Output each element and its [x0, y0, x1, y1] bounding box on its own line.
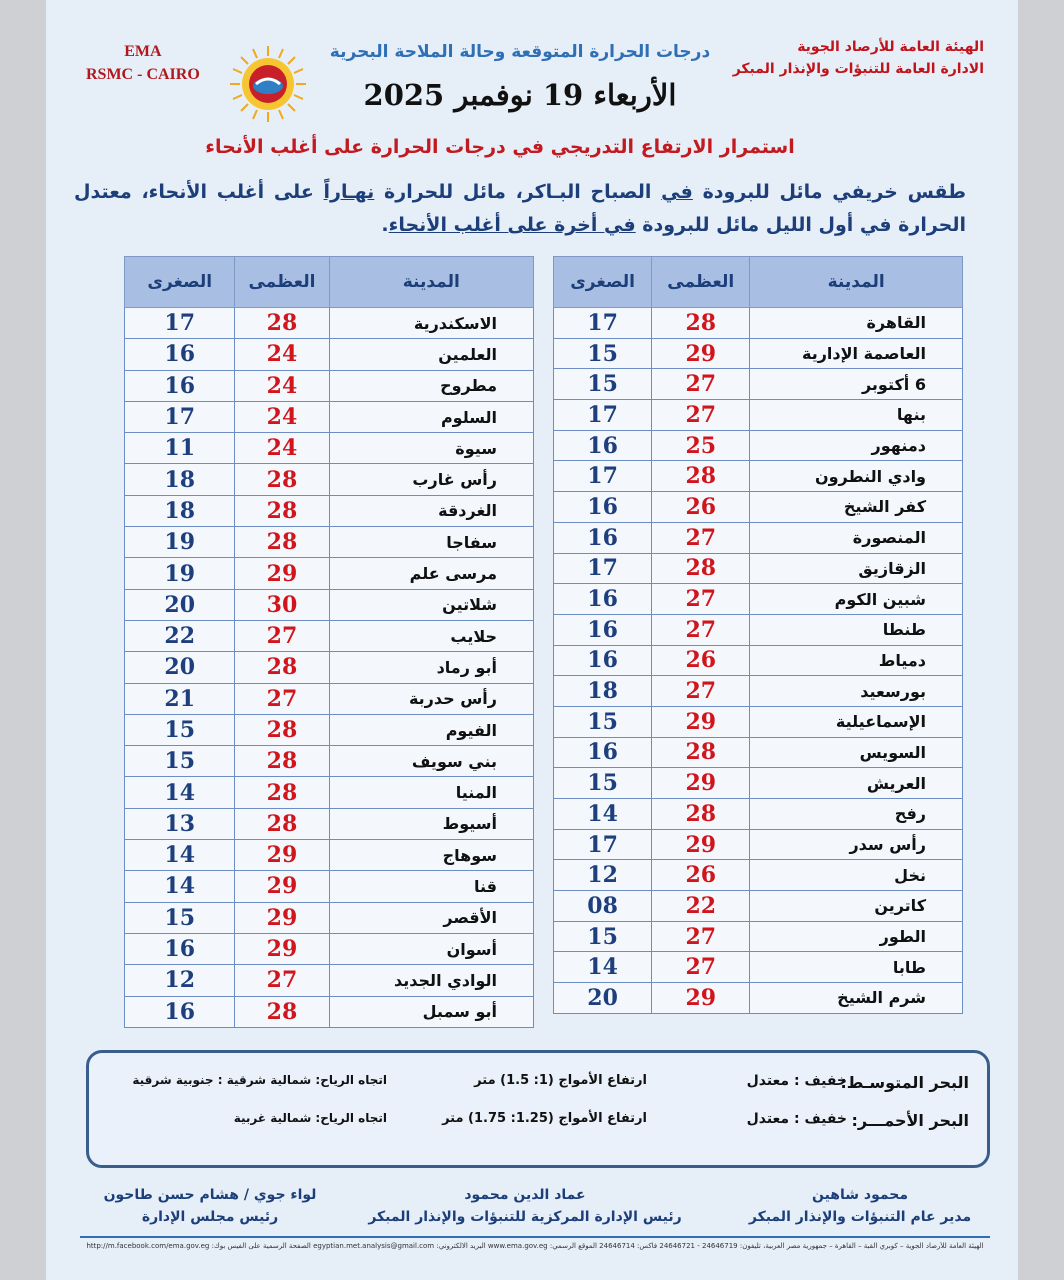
org-department: الادارة العامة للتنبؤات والإنذار المبكر — [732, 61, 984, 77]
max-temp: 27 — [652, 584, 750, 615]
max-temp: 28 — [652, 308, 750, 339]
ema-label: EMA — [124, 43, 162, 60]
city-name: طنطا — [750, 614, 963, 645]
max-temp: 24 — [235, 433, 329, 464]
max-temp: 27 — [652, 522, 750, 553]
max-temp: 28 — [235, 652, 329, 683]
min-temp: 17 — [554, 829, 652, 860]
max-temp: 26 — [652, 860, 750, 891]
table-row — [554, 983, 963, 1014]
min-temp: 16 — [125, 339, 235, 370]
table-row — [554, 338, 963, 369]
city-name: العريش — [750, 768, 963, 799]
sea-row-red-sea — [89, 1111, 987, 1141]
city-name: القاهرة — [750, 308, 963, 339]
city-name: نخل — [750, 860, 963, 891]
table-row — [125, 933, 534, 964]
min-temp: 16 — [125, 370, 235, 401]
city-temperature-table-right — [553, 256, 963, 1014]
headline: استمرار الارتفاع التدريجي في درجات الحرارة على أغلب الأنحاء — [205, 136, 795, 158]
signature-chairman — [80, 1184, 340, 1228]
table-row — [125, 902, 534, 933]
max-temp: 29 — [235, 558, 329, 589]
table-row — [125, 746, 534, 777]
table-row — [125, 558, 534, 589]
table-row — [554, 799, 963, 830]
signer-name: عماد الدين محمود — [464, 1187, 586, 1203]
table-row — [554, 614, 963, 645]
city-name: كفر الشيخ — [750, 492, 963, 523]
min-temp: 14 — [554, 952, 652, 983]
city-name: الأقصر — [329, 902, 534, 933]
max-temp: 26 — [652, 645, 750, 676]
max-temp: 25 — [652, 430, 750, 461]
min-temp: 20 — [125, 652, 235, 683]
col-header-city: المدينة — [750, 257, 963, 308]
min-temp: 12 — [554, 860, 652, 891]
min-temp: 15 — [125, 714, 235, 745]
wave-height: ارتفاع الأمواج (1.25: 1.75) متر — [442, 1111, 647, 1126]
min-temp: 15 — [554, 369, 652, 400]
table-row — [554, 921, 963, 952]
city-name: العلمين — [329, 339, 534, 370]
table-row — [554, 676, 963, 707]
summary-part: الصباح البـاكر، مائل للحرارة — [374, 181, 662, 203]
city-name: رفح — [750, 799, 963, 830]
table-row — [125, 777, 534, 808]
city-name: الزقازيق — [750, 553, 963, 584]
city-name: أبو رماد — [329, 652, 534, 683]
table-row — [554, 461, 963, 492]
signer-title: مدير عام التنبؤات والإنذار المبكر — [748, 1209, 972, 1225]
min-temp: 16 — [554, 614, 652, 645]
max-temp: 28 — [235, 495, 329, 526]
table-row — [125, 401, 534, 432]
min-temp: 13 — [125, 808, 235, 839]
org-name: الهيئة العامة للأرصاد الجوية — [797, 39, 984, 55]
col-header-min: الصغرى — [125, 257, 235, 308]
city-name: السويس — [750, 737, 963, 768]
table-row — [554, 645, 963, 676]
min-temp: 18 — [554, 676, 652, 707]
city-name: مطروح — [329, 370, 534, 401]
table-row — [554, 891, 963, 922]
min-temp: 18 — [125, 495, 235, 526]
table-row — [554, 706, 963, 737]
min-temp: 17 — [554, 553, 652, 584]
min-temp: 16 — [554, 522, 652, 553]
min-temp: 12 — [125, 965, 235, 996]
max-temp: 29 — [652, 706, 750, 737]
max-temp: 24 — [235, 370, 329, 401]
min-temp: 22 — [125, 620, 235, 651]
table-row — [554, 400, 963, 431]
table-row — [125, 652, 534, 683]
table-row — [554, 584, 963, 615]
table-row — [125, 808, 534, 839]
signer-name: لواء جوي / هشام حسن طاحون — [103, 1187, 317, 1203]
table-row — [554, 553, 963, 584]
table-row — [125, 495, 534, 526]
city-name: أبو سمبل — [329, 996, 534, 1027]
sea-state: خفيف : معتدل — [746, 1111, 847, 1127]
city-name: شبين الكوم — [750, 584, 963, 615]
col-header-max: العظمى — [235, 257, 329, 308]
min-temp: 19 — [125, 558, 235, 589]
footer-contact: الهيئة العامة للأرصاد الجوية – كوبري القبة – القاهرة – جمهورية مصر العربية، تليفون: 24646719 - 24646721 فاكس: 24646714 الموقع الرسمي: www.ema.gov.eg البريد الالكتروني: egyptian.met.analysis@gmail.com الصفحة الرسمية على الفيس بوك: http://m.facebook.com/ema.gov.eg — [86, 1242, 984, 1250]
weather-summary — [74, 176, 966, 242]
table-row — [125, 339, 534, 370]
city-name: الوادي الجديد — [329, 965, 534, 996]
table-row — [554, 522, 963, 553]
city-name: حلايب — [329, 620, 534, 651]
table-row — [554, 768, 963, 799]
city-name: الاسكندرية — [329, 308, 534, 339]
table-row — [554, 829, 963, 860]
max-temp: 24 — [235, 339, 329, 370]
city-name: المنيا — [329, 777, 534, 808]
table-row — [125, 370, 534, 401]
min-temp: 16 — [554, 492, 652, 523]
min-temp: 15 — [125, 902, 235, 933]
max-temp: 22 — [652, 891, 750, 922]
table-row — [554, 369, 963, 400]
city-name: مرسى علم — [329, 558, 534, 589]
summary-part: . — [381, 214, 389, 236]
min-temp: 14 — [125, 840, 235, 871]
max-temp: 27 — [652, 676, 750, 707]
max-temp: 27 — [652, 614, 750, 645]
max-temp: 24 — [235, 401, 329, 432]
city-name: رأس غارب — [329, 464, 534, 495]
min-temp: 16 — [125, 996, 235, 1027]
min-temp: 21 — [125, 683, 235, 714]
city-name: سفاجا — [329, 527, 534, 558]
signer-name: محمود شاهين — [811, 1187, 909, 1203]
max-temp: 28 — [652, 553, 750, 584]
city-name: المنصورة — [750, 522, 963, 553]
city-name: الغردقة — [329, 495, 534, 526]
max-temp: 29 — [652, 338, 750, 369]
min-temp: 17 — [554, 400, 652, 431]
org-header — [733, 36, 984, 80]
city-name: السلوم — [329, 401, 534, 432]
max-temp: 29 — [235, 840, 329, 871]
max-temp: 27 — [652, 400, 750, 431]
city-name: 6 أكتوبر — [750, 369, 963, 400]
wind-direction: اتجاه الرياح: شمالية شرقية : جنوبية شرقية — [132, 1073, 387, 1087]
rsmc-label: RSMC - CAIRO — [86, 66, 200, 83]
city-name: العاصمة الإدارية — [750, 338, 963, 369]
col-header-min: الصغرى — [554, 257, 652, 308]
max-temp: 28 — [235, 777, 329, 808]
table-row — [125, 683, 534, 714]
min-temp: 18 — [125, 464, 235, 495]
min-temp: 16 — [125, 933, 235, 964]
table-row — [125, 527, 534, 558]
min-temp: 16 — [554, 430, 652, 461]
city-name: دمنهور — [750, 430, 963, 461]
table-row — [554, 952, 963, 983]
summary-underlined: نهـاراً — [323, 181, 375, 203]
max-temp: 27 — [235, 620, 329, 651]
sea-state: خفيف : معتدل — [746, 1073, 847, 1089]
signature-director — [720, 1184, 1000, 1228]
city-temperature-table-left — [124, 256, 534, 1028]
city-name: بورسعيد — [750, 676, 963, 707]
max-temp: 28 — [652, 799, 750, 830]
max-temp: 28 — [652, 461, 750, 492]
city-name: سوهاج — [329, 840, 534, 871]
max-temp: 28 — [235, 464, 329, 495]
max-temp: 28 — [652, 737, 750, 768]
min-temp: 15 — [554, 921, 652, 952]
sea-name: البحر المتوسـط: — [840, 1073, 969, 1092]
min-temp: 15 — [125, 746, 235, 777]
max-temp: 27 — [652, 921, 750, 952]
max-temp: 28 — [235, 996, 329, 1027]
signer-title: رئيس مجلس الإدارة — [141, 1209, 279, 1225]
sea-name: البحر الأحمـــر: — [851, 1111, 969, 1130]
city-name: الطور — [750, 921, 963, 952]
city-name: بني سويف — [329, 746, 534, 777]
min-temp: 16 — [554, 645, 652, 676]
max-temp: 29 — [235, 902, 329, 933]
summary-underlined: في أخرة على أغلب الأنحاء — [388, 214, 636, 236]
min-temp: 20 — [554, 983, 652, 1014]
city-name: كاترين — [750, 891, 963, 922]
city-name: رأس سدر — [750, 829, 963, 860]
col-header-max: العظمى — [652, 257, 750, 308]
city-name: دمياط — [750, 645, 963, 676]
min-temp: 17 — [554, 461, 652, 492]
max-temp: 28 — [235, 746, 329, 777]
city-name: أسوان — [329, 933, 534, 964]
max-temp: 28 — [235, 308, 329, 339]
max-temp: 27 — [235, 683, 329, 714]
table-row — [125, 714, 534, 745]
min-temp: 16 — [554, 737, 652, 768]
table-row — [125, 996, 534, 1027]
sea-row-mediterranean — [89, 1073, 987, 1103]
footer-divider — [80, 1236, 990, 1238]
min-temp: 14 — [125, 777, 235, 808]
max-temp: 29 — [235, 871, 329, 902]
min-temp: 15 — [554, 706, 652, 737]
bulletin-title: درجات الحرارة المتوقعة وحالة الملاحة البحرية — [329, 42, 711, 62]
min-temp: 17 — [125, 401, 235, 432]
city-name: وادي النطرون — [750, 461, 963, 492]
city-name: رأس حدربة — [329, 683, 534, 714]
max-temp: 29 — [652, 829, 750, 860]
min-temp: 08 — [554, 891, 652, 922]
min-temp: 15 — [554, 338, 652, 369]
bulletin-date: الأربعاء 19 نوفمبر 2025 — [363, 78, 677, 112]
table-row — [554, 430, 963, 461]
max-temp: 29 — [652, 983, 750, 1014]
max-temp: 26 — [652, 492, 750, 523]
signature-central-head — [360, 1184, 690, 1228]
table-row — [125, 620, 534, 651]
summary-part: طقس خريفي مائل للبرودة — [692, 181, 966, 203]
city-name: سيوة — [329, 433, 534, 464]
city-name: طابا — [750, 952, 963, 983]
city-name: شلاتين — [329, 589, 534, 620]
max-temp: 30 — [235, 589, 329, 620]
table-row — [125, 433, 534, 464]
city-name: شرم الشيخ — [750, 983, 963, 1014]
wind-direction: اتجاه الرياح: شمالية غربية — [233, 1111, 387, 1125]
max-temp: 27 — [652, 369, 750, 400]
min-temp: 15 — [554, 768, 652, 799]
ema-header — [86, 40, 200, 86]
city-name: بنها — [750, 400, 963, 431]
table-row — [554, 737, 963, 768]
min-temp: 14 — [554, 799, 652, 830]
max-temp: 29 — [235, 933, 329, 964]
sea-conditions-box — [86, 1050, 990, 1168]
table-row — [125, 965, 534, 996]
wave-height: ارتفاع الأمواج (1: 1.5) متر — [474, 1073, 647, 1088]
ema-logo-icon — [228, 44, 308, 124]
table-row — [554, 492, 963, 523]
min-temp: 16 — [554, 584, 652, 615]
min-temp: 14 — [125, 871, 235, 902]
max-temp: 28 — [235, 527, 329, 558]
summary-underlined: في — [661, 181, 693, 203]
table-row — [125, 464, 534, 495]
table-row — [125, 871, 534, 902]
table-row — [125, 308, 534, 339]
city-name: قنا — [329, 871, 534, 902]
max-temp: 27 — [652, 952, 750, 983]
col-header-city: المدينة — [329, 257, 534, 308]
min-temp: 17 — [554, 308, 652, 339]
max-temp: 28 — [235, 808, 329, 839]
table-row — [125, 589, 534, 620]
min-temp: 17 — [125, 308, 235, 339]
max-temp: 27 — [235, 965, 329, 996]
summary-part: على أغلب الأنحاء، معتدل الحرارة في أول الليل مائل للبرودة — [74, 181, 966, 236]
table-row — [125, 840, 534, 871]
min-temp: 11 — [125, 433, 235, 464]
min-temp: 20 — [125, 589, 235, 620]
city-name: الفيوم — [329, 714, 534, 745]
min-temp: 19 — [125, 527, 235, 558]
city-name: أسيوط — [329, 808, 534, 839]
max-temp: 28 — [235, 714, 329, 745]
table-row — [554, 860, 963, 891]
city-name: الإسماعيلية — [750, 706, 963, 737]
signer-title: رئيس الإدارة المركزية للتنبؤات والإنذار المبكر — [368, 1209, 682, 1225]
max-temp: 29 — [652, 768, 750, 799]
table-row — [554, 308, 963, 339]
